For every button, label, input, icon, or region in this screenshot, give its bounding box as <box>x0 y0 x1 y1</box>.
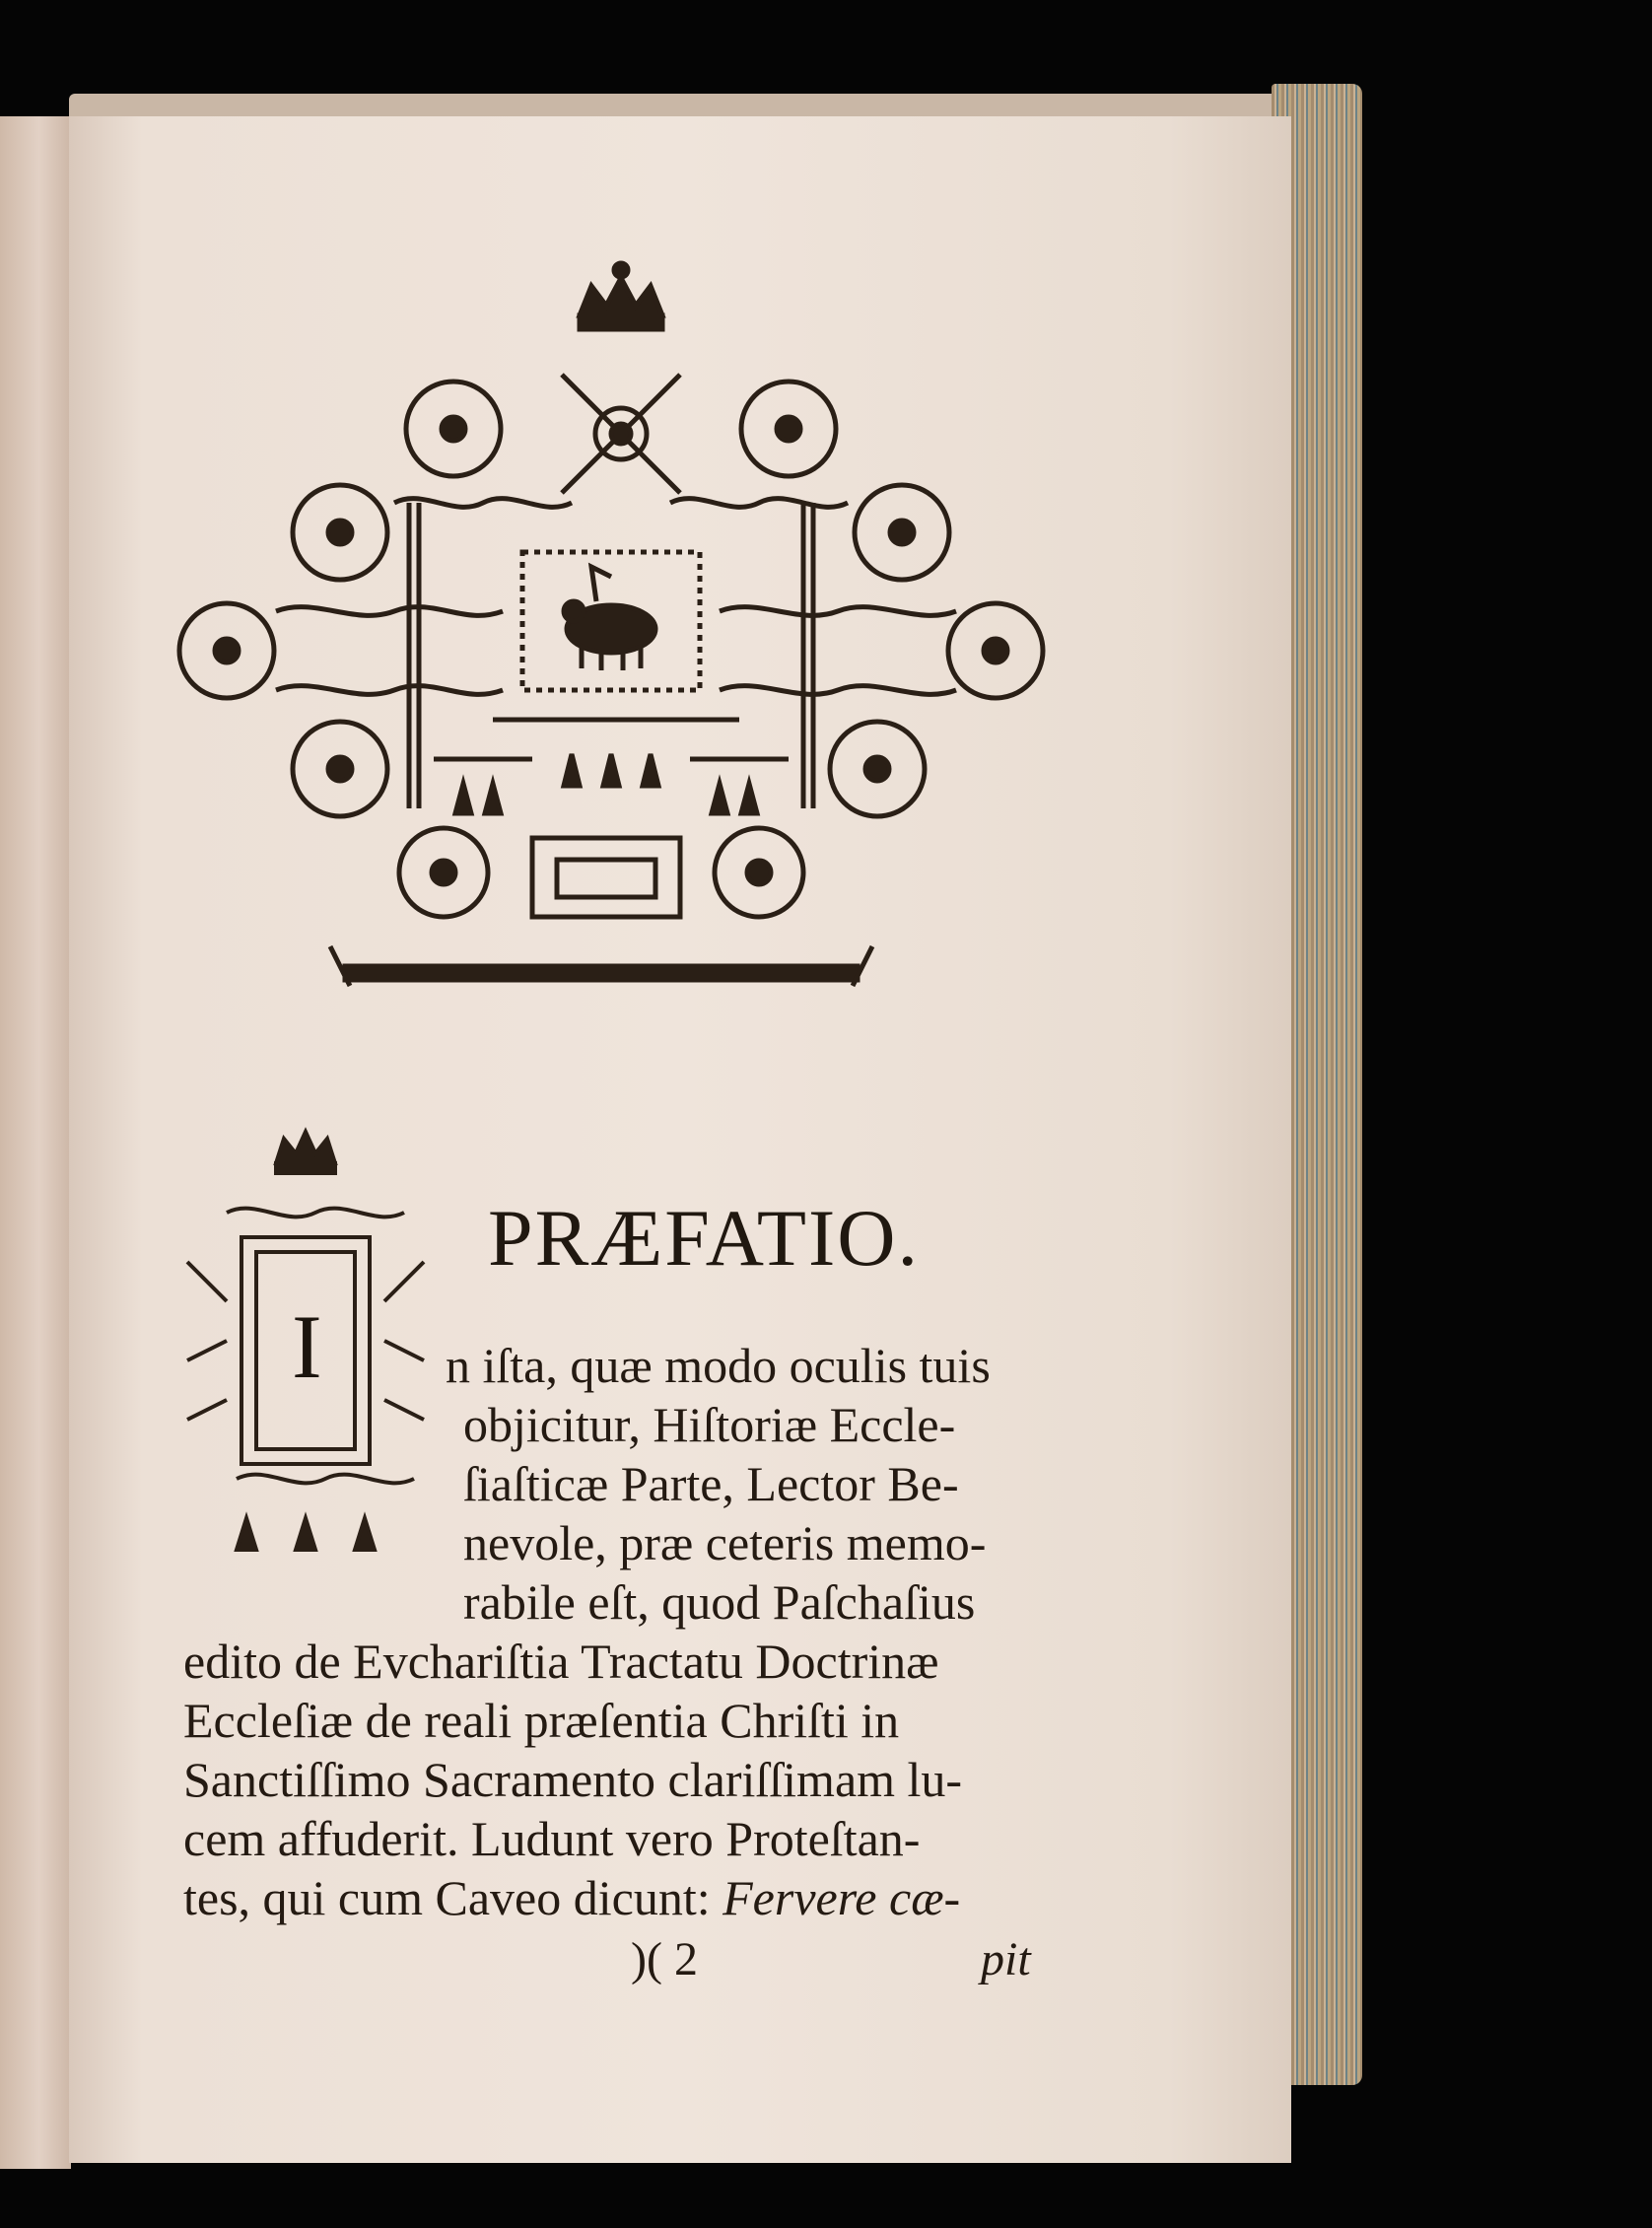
text-line: Sanctiſſimo Sacramento clariſſimam lu- <box>183 1752 963 1807</box>
lamb-icon <box>564 567 655 670</box>
text-line: objicitur, Hiſtoriæ Eccle- <box>463 1397 956 1452</box>
crown-icon <box>580 263 662 329</box>
crown-icon <box>276 1132 335 1173</box>
text-line: cem affuderit. Ludunt vero Proteſtan- <box>183 1811 921 1866</box>
text-line: ſiaſticæ Parte, Lector Be- <box>463 1456 959 1511</box>
text-line: Eccleſiæ de reali præſentia Chriſti in <box>183 1693 900 1748</box>
tassel-icon <box>455 754 757 813</box>
catchword: pit <box>981 1933 1031 1985</box>
drop-cap: I <box>292 1296 322 1397</box>
text-line: n iſta, quæ modo oculis tuis <box>446 1338 991 1393</box>
italic-phrase: Fervere cæ- <box>723 1870 961 1925</box>
text-line <box>183 1868 960 1927</box>
page-title: PRÆFATIO. <box>488 1193 920 1283</box>
text-line: nevole, præ ceteris memo- <box>463 1515 987 1570</box>
text-line: rabile eſt, quod Paſchaſius <box>463 1574 976 1630</box>
facing-page-edge <box>0 116 71 2169</box>
tassel-icon <box>237 1518 375 1550</box>
text-line-start: tes, qui cum Caveo dicunt: <box>183 1870 723 1925</box>
signature-mark: )( 2 <box>631 1933 698 1985</box>
headpiece-ornament <box>168 256 1055 1006</box>
text-line: edito de Evchariſtia Tractatu Doctrinæ <box>183 1634 939 1689</box>
